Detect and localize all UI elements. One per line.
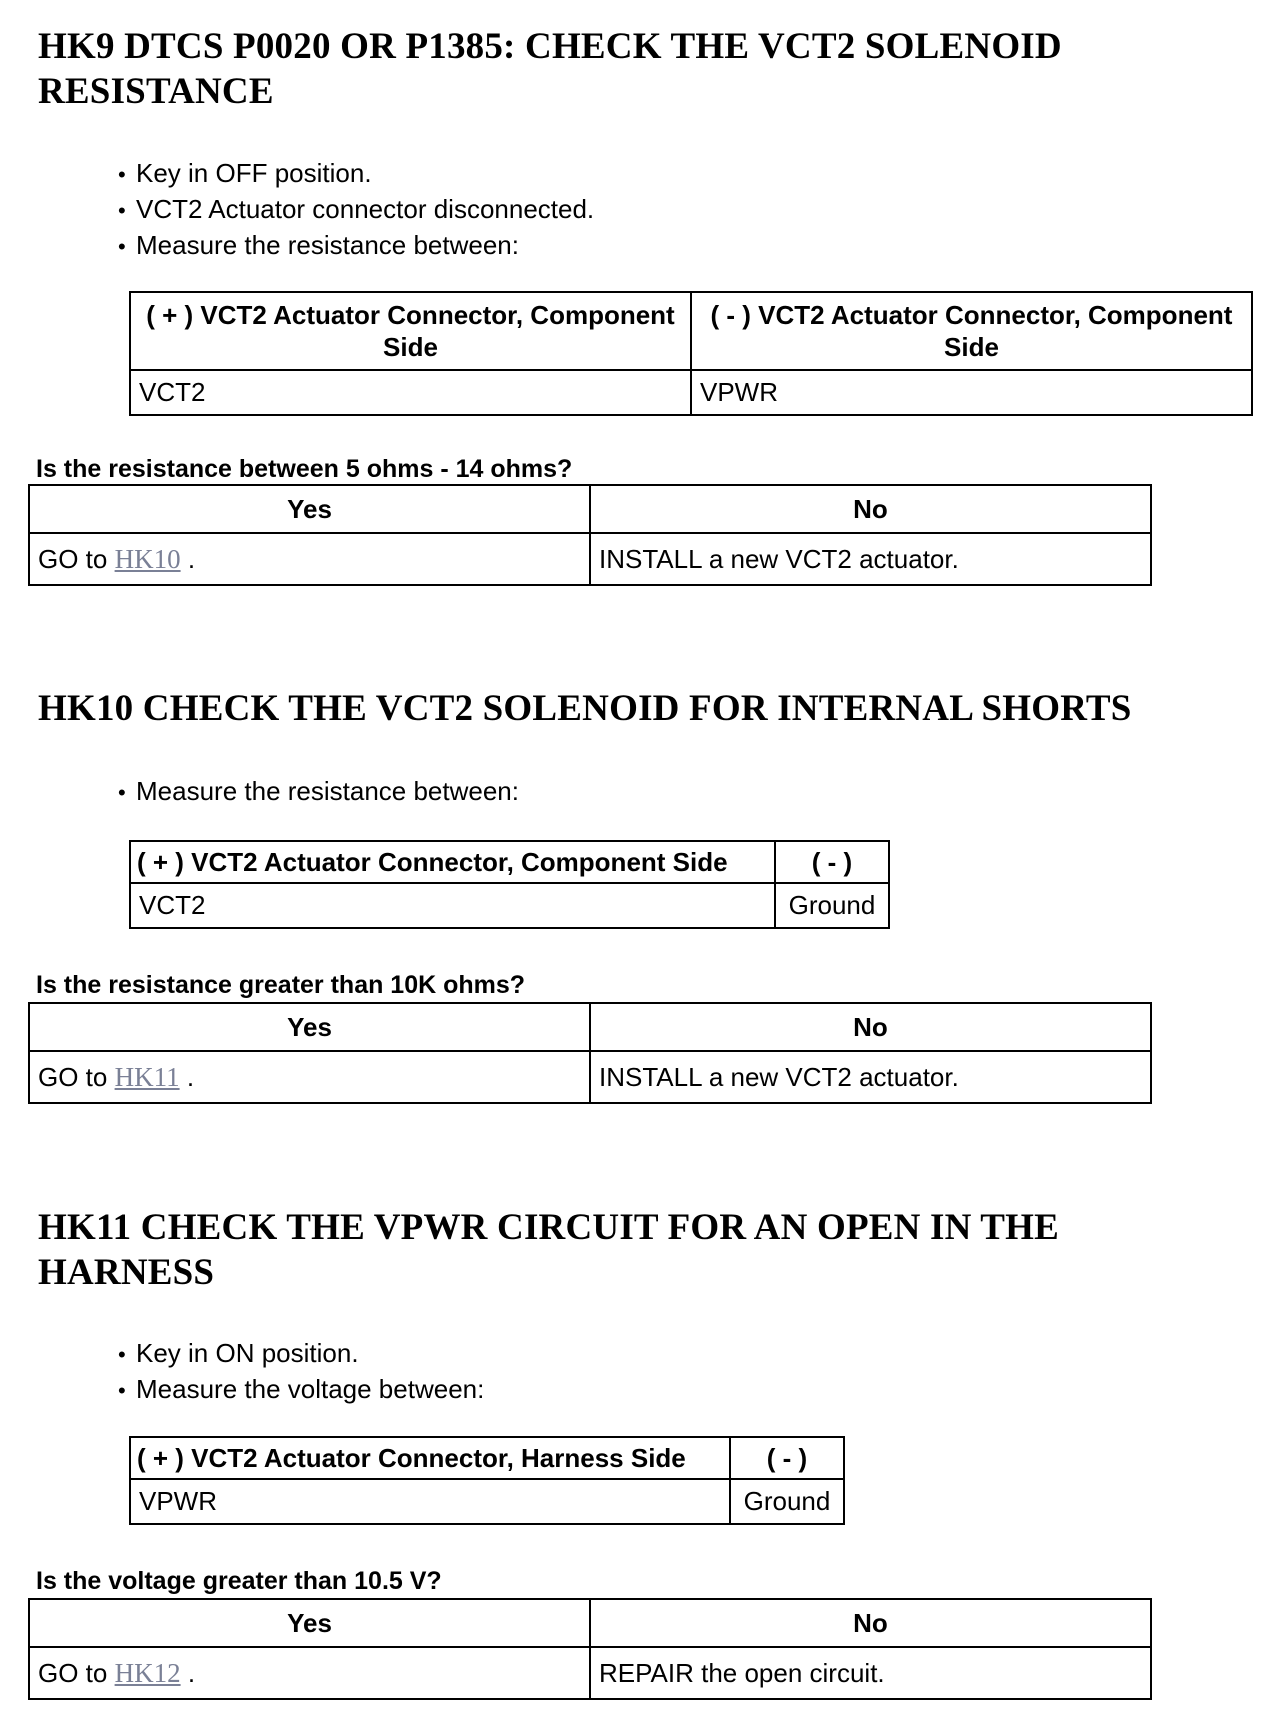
step-item: • Measure the resistance between: [118,774,519,810]
table-header-row [130,841,889,883]
yes-header: Yes [29,1003,590,1051]
table-row [130,1479,844,1524]
yes-action-suffix: . [187,543,196,574]
decision-question-hk10: Is the resistance greater than 10K ohms? [36,971,526,999]
measurement-table-hk10 [129,840,890,929]
decision-table-hk10 [28,1002,1152,1104]
table-row [130,370,1252,415]
table-row [130,883,889,928]
positive-lead-value: VCT2 [130,883,775,928]
table-header-row [29,1599,1151,1647]
step-item: • VCT2 Actuator connector disconnected. [118,192,594,228]
step-item: • Measure the resistance between: [118,228,594,264]
negative-lead-header: ( - ) [775,841,889,883]
positive-lead-value: VCT2 [130,370,691,415]
yes-action-prefix: GO to [38,1657,108,1688]
yes-action-suffix: . [187,1657,196,1688]
no-header: No [590,1599,1151,1647]
goto-hk11-link[interactable]: HK11 [114,1061,180,1092]
table-row [29,1051,1151,1103]
yes-action-suffix: . [186,1061,195,1092]
no-action: INSTALL a new VCT2 actuator. [590,533,1151,585]
negative-lead-value: Ground [730,1479,844,1524]
positive-lead-header: ( + ) VCT2 Actuator Connector, Component Side [130,841,775,883]
decision-table-hk9 [28,484,1152,586]
negative-lead-value: VPWR [691,370,1252,415]
yes-action [29,1051,590,1103]
positive-lead-header: ( + ) VCT2 Actuator Connector, Harness Side [130,1437,730,1479]
step-item: • Key in OFF position. [118,156,594,192]
no-header: No [590,1003,1151,1051]
yes-header: Yes [29,485,590,533]
yes-header: Yes [29,1599,590,1647]
no-header: No [590,485,1151,533]
step-list-hk11 [118,1336,484,1408]
positive-lead-header: ( + ) VCT2 Actuator Connector, Component Side [130,292,691,370]
step-list-hk10 [118,774,519,810]
step-item: • Key in ON position. [118,1336,484,1372]
table-row [29,1647,1151,1699]
step-list-hk9 [118,156,594,264]
yes-action [29,533,590,585]
positive-lead-value: VPWR [130,1479,730,1524]
table-header-row [29,1003,1151,1051]
negative-lead-value: Ground [775,883,889,928]
yes-action-prefix: GO to [38,543,108,574]
goto-hk10-link[interactable]: HK10 [114,543,181,574]
negative-lead-header: ( - ) VCT2 Actuator Connector, Component Side [691,292,1252,370]
section-title-hk9: HK9 DTCS P0020 OR P1385: CHECK THE VCT2 SOLENOID RESISTANCE [38,26,1062,112]
table-row [29,533,1151,585]
table-header-row [130,292,1252,370]
no-action: REPAIR the open circuit. [590,1647,1151,1699]
no-action: INSTALL a new VCT2 actuator. [590,1051,1151,1103]
section-title-hk11: HK11 CHECK THE VPWR CIRCUIT FOR AN OPEN IN THE HARNESS [38,1207,1060,1293]
table-header-row [130,1437,844,1479]
table-header-row [29,485,1151,533]
section-title-hk10: HK10 CHECK THE VCT2 SOLENOID FOR INTERNAL SHORTS [38,688,1132,729]
decision-question-hk9: Is the resistance between 5 ohms - 14 ohms? [36,455,573,483]
decision-question-hk11: Is the voltage greater than 10.5 V? [36,1567,442,1595]
goto-hk12-link[interactable]: HK12 [114,1657,181,1688]
yes-action [29,1647,590,1699]
negative-lead-header: ( - ) [730,1437,844,1479]
decision-table-hk11 [28,1598,1152,1700]
measurement-table-hk11 [129,1436,845,1525]
measurement-table-hk9 [129,291,1253,416]
step-item: • Measure the voltage between: [118,1372,484,1408]
yes-action-prefix: GO to [38,1061,108,1092]
